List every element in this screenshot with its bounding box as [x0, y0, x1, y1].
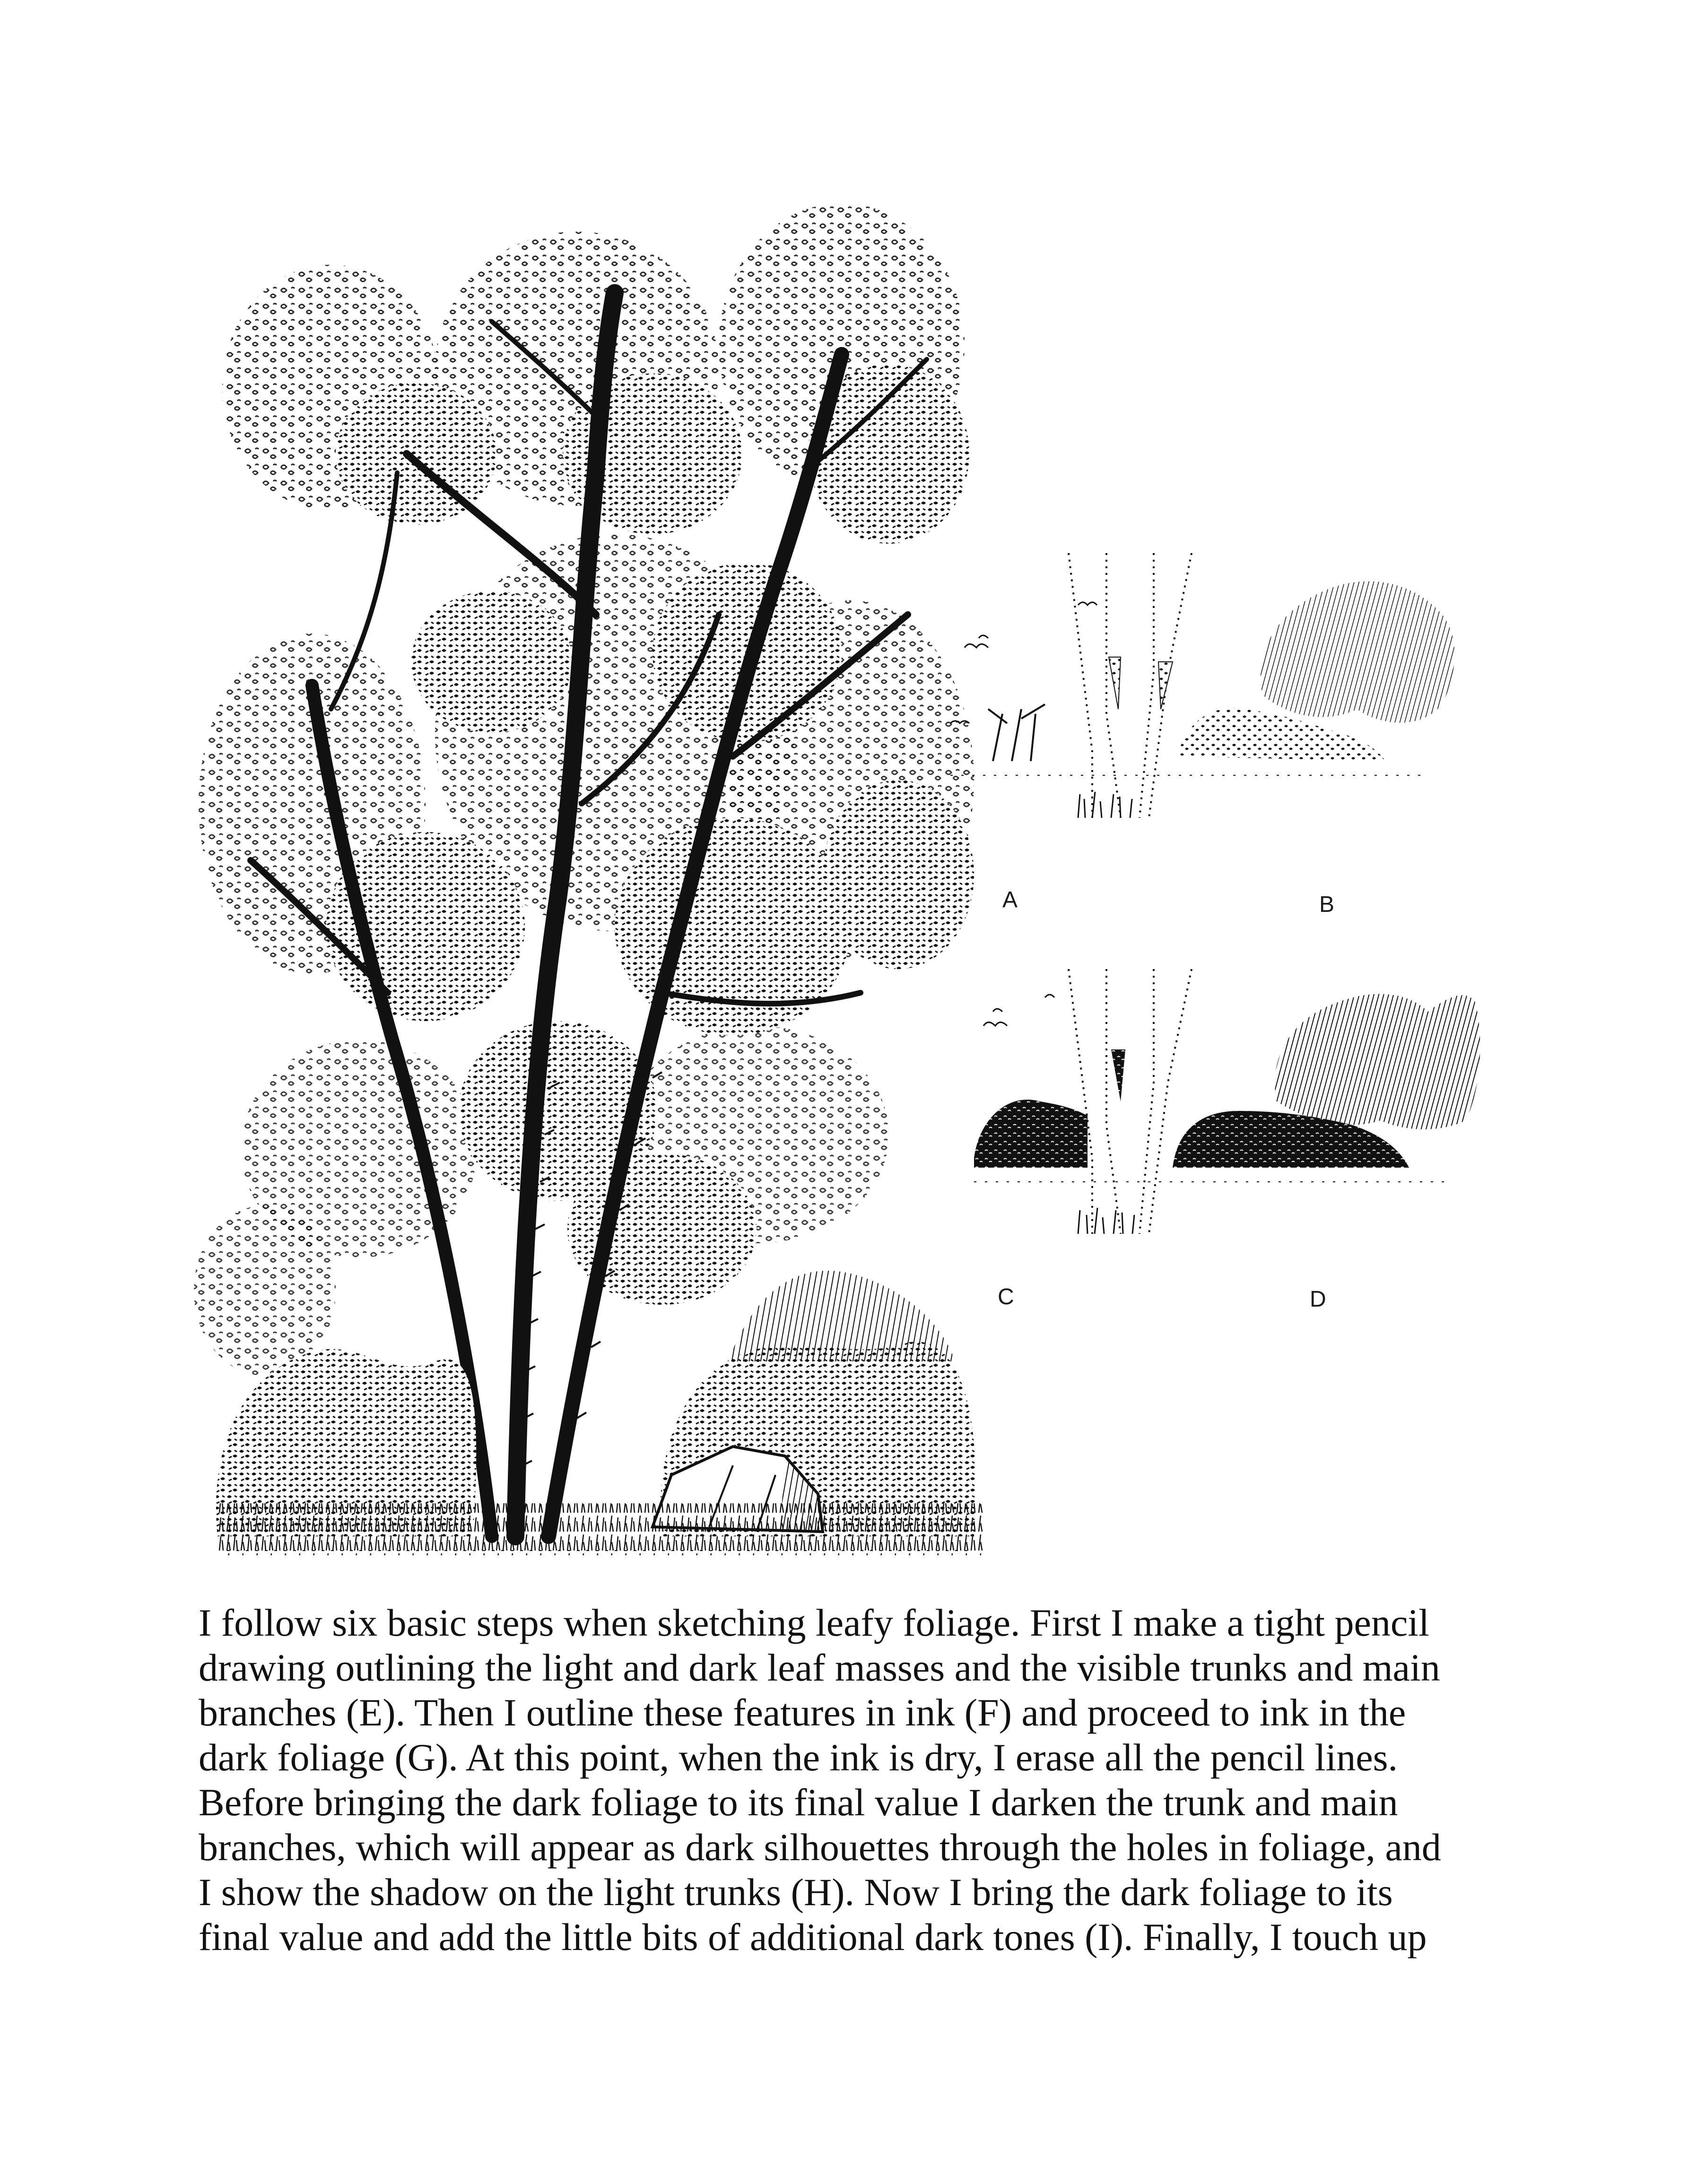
- tree-illustration: [189, 189, 1012, 1584]
- step-label-a: A: [1002, 887, 1018, 912]
- step-panel-ab: [950, 553, 1470, 818]
- light-foliage-ab: [950, 602, 1097, 723]
- light-foliage-cd: [983, 995, 1054, 1026]
- dark-bush-left-cd: [974, 1100, 1088, 1168]
- step-label-c: C: [998, 1284, 1014, 1309]
- hatched-tree-cd: [1275, 994, 1480, 1129]
- small-tree-ab: [988, 704, 1045, 761]
- trunk-outlines-cd: [1069, 969, 1192, 1234]
- tree-drawing: [189, 189, 1012, 1584]
- step-label-b: B: [1319, 892, 1335, 917]
- dark-bush-ab: [1177, 708, 1385, 761]
- body-line: final value and add the little bits of additional dark tones (I). Finally, I touch up: [199, 1915, 1427, 1959]
- grass-tufts-ab: [1078, 792, 1132, 818]
- grass-tufts-cd: [1078, 1208, 1134, 1234]
- body-paragraph: [199, 1600, 1499, 1959]
- dark-notch-ab-2: [1158, 662, 1173, 709]
- body-line: dark foliage (G). At this point, when the ink is dry, I erase all the pencil lines.: [199, 1736, 1398, 1779]
- step-drawing-cd: [974, 969, 1494, 1234]
- body-line: branches (E). Then I outline these features in ink (F) and proceed to ink in the: [199, 1691, 1406, 1734]
- hatched-tree-ab: [1261, 581, 1454, 723]
- step-label-d: D: [1310, 1287, 1326, 1312]
- ground-grass: [218, 1503, 983, 1555]
- step-panel-cd: [974, 969, 1494, 1234]
- body-line: I show the shadow on the light trunks (H). Now I bring the dark foliage to its: [199, 1871, 1393, 1914]
- trunk-outlines-ab: [1069, 553, 1192, 818]
- body-line: I follow six basic steps when sketching leafy foliage. First I make a tight pencil: [199, 1601, 1429, 1644]
- dark-notch-ab: [1109, 657, 1121, 709]
- step-drawing-ab: [950, 553, 1470, 818]
- body-line: drawing outlining the light and dark leaf masses and the visible trunks and main: [199, 1646, 1440, 1689]
- body-line: branches, which will appear as dark silhouettes through the holes in foliage, and: [199, 1826, 1441, 1869]
- dark-notch-cd: [1111, 1049, 1125, 1101]
- body-line: Before bringing the dark foliage to its final value I darken the trunk and main: [199, 1781, 1398, 1824]
